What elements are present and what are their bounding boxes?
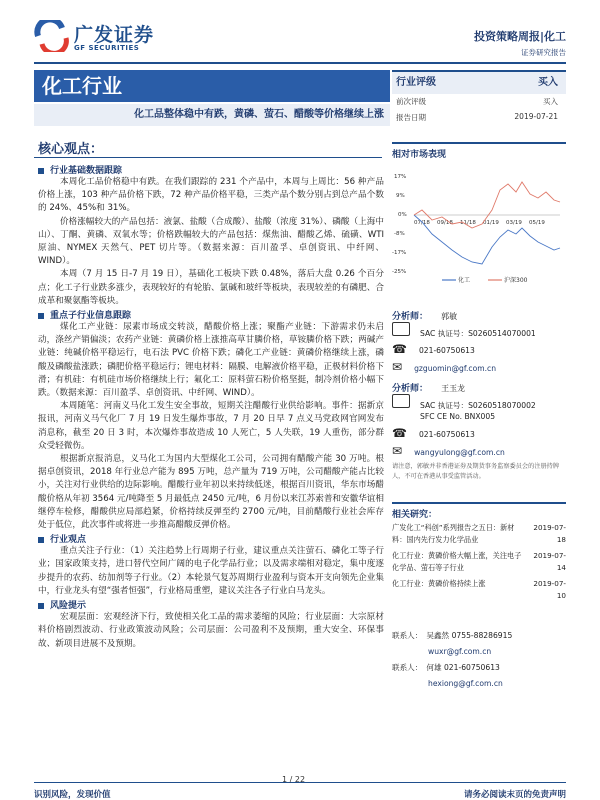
legend-index: 沪深300 — [504, 277, 528, 284]
related-item[interactable]: 化工行业：黄磷价格持续上涨 2019-07-10 — [392, 579, 566, 600]
analyst-name: 郭敏 — [441, 312, 458, 321]
section-heading: 行业基础数据跟踪 — [38, 163, 384, 176]
main-content — [38, 163, 384, 651]
chart-title: 相对市场表现 — [392, 142, 566, 160]
analyst-name: 王玉龙 — [441, 384, 466, 393]
contact-email[interactable]: wuxr@gf.com.cn — [428, 647, 492, 656]
relative-performance-chart — [392, 162, 566, 286]
analyst-note: 请注意，郭敏并非香港证券及期货事务监察委员会的注册持牌人，不可在香港从事受监管活动。 — [392, 463, 560, 480]
rating-label: 行业评级 — [396, 77, 436, 88]
header-divider — [34, 62, 566, 64]
phone-icon: ☎ — [392, 342, 407, 356]
related-item[interactable]: 广发化工“科创”系列报告之五日：新材料：国内先行发力化学品业 2019-07-18 — [392, 523, 566, 544]
y-tick: -8% — [394, 231, 405, 237]
analyst-email[interactable]: gzguomin@gf.com.cn — [414, 364, 497, 373]
legend-chem: 化工 — [458, 277, 471, 284]
para-1: 本周化工品价格稳中有跌。在我们跟踪的 231 个产品中，本周与上周比：56 种产品价格上涨，103 种产品价格下跌，72 种产品价格平稳，三类产品个数分别占到总产品个数的 24%、45%和 31%。 — [38, 177, 384, 214]
logo-cn: 广发证券 — [74, 24, 155, 46]
y-tick: -17% — [392, 250, 407, 256]
analyst-sac: SAC 执证号：S0260518070002 — [420, 401, 536, 410]
prev-rating — [392, 96, 566, 107]
x-tick: 11/18 — [460, 220, 476, 226]
analysts-title: 分析师： 郭敏 — [392, 312, 458, 322]
section-heading: 风险提示 — [38, 598, 384, 611]
id-card-icon — [392, 322, 410, 336]
report-title: 投资策略周报|化工 — [473, 30, 566, 43]
phone-icon: ☎ — [392, 426, 407, 440]
report-type: 证券研究报告 — [521, 48, 566, 57]
date-value: 2019-07-21 — [514, 112, 558, 121]
related-list — [392, 522, 566, 602]
analyst-2 — [392, 394, 566, 460]
para-2: 价格涨幅较大的产品包括：液氯、盐酸（合成酸）、盐酸（浓度 31%）、磷酸（上海中山）、丁酮、黄磷、双氧水等；价格跌幅较大的产品包括：煤焦油、醋酸乙烯、硫磺、WTI 原油、NYMEX 天然气、PET 切片等。（数据来源：百川盈孚、卓创资讯、中纤网、WIND）。 — [38, 216, 384, 267]
report-date — [392, 112, 566, 123]
y-tick: 0% — [398, 212, 407, 218]
contact-name: 吴鑫然 0755-88286915 — [426, 631, 513, 640]
email-icon: ✉ — [392, 444, 403, 458]
analyst-phone: 021-60750613 — [418, 346, 475, 355]
prev-rating-label: 前次评级 — [396, 97, 426, 106]
rating-value: 买入 — [538, 77, 558, 88]
headline — [34, 104, 390, 126]
para-4: 煤化工产业链：尿素市场成交转淡，醋酸价格上涨；聚酯产业链：下游需求仍未启动，涤丝产销偏淡；农药产业链：黄磷价格上涨推高草甘膦价格，草铵膦价格下跌；两碱产业链：纯碱价格平稳运行，电石法 PVC 价格下跌；磷化工产业链：黄磷价格继续上涨，磷酸及磷酸盐涨跌；磷肥价格平稳运行；锂电材料：隔膜、电解液价格平稳，正极材料价格下滑；有机硅：有机硅市场价格继续上行；氟化工：原料萤石粉价格坚挺，制冷剂价格小幅下跌。（数据来源：百川盈孚、卓创资讯、中纤网、WIND）。 — [38, 322, 384, 399]
core-title: 核心观点： — [38, 142, 104, 157]
contact-name: 何雄 021-60750613 — [426, 663, 500, 672]
para-6: 根据新京报消息，义马化工为国内大型煤化工公司，公司拥有醋酸产能 30 万吨。根据卓创资讯，2018 年行业总产能为 895 万吨，总产量为 719 万吨，公司醋酸产能占比较小，关注对行业供给的边际影响。醋酸行业年初以来持续低迷，根据百川资讯，华东市场醋酸价格从年初 3564 元/吨降至 5 月最低点 2450 元/吨，6 月份以来江苏索普和安徽华谊相继停车检修，醋酸供应局部趋紧，价格持续反弹至约 2700 元/吨，目前醋酸行业社会库存处于低位，此次事件或将进一步推高醋酸反弹价格。 — [38, 454, 384, 531]
contact-label: 联系人： — [392, 663, 423, 672]
para-5: 本周随笔：河南义马化工发生安全事故，短期关注醋酸行业供给影响。事件：据新京报讯，河南义马气化厂 7 月 19 日发生爆炸事故，7 月 20 日早 7 点义马党政网官网发布消息称，截至 20 日 3 时，本次爆炸事故造成 10 人死亡，5 人失联，19 人重伤，部分群众受轻微伤。 — [38, 401, 384, 451]
analyst-email[interactable]: wangyulong@gf.com.cn — [414, 448, 505, 457]
logo — [34, 18, 174, 58]
bullet-icon — [38, 313, 44, 319]
gf-logo-icon — [34, 20, 70, 52]
bullet-icon — [38, 168, 44, 174]
logo-en: GF SECURITIES — [74, 44, 140, 52]
prev-rating-value: 买入 — [543, 97, 558, 106]
y-tick: 17% — [394, 174, 407, 180]
email-icon: ✉ — [392, 360, 403, 374]
headline-text: 化工品整体稳中有跌，黄磷、萤石、醋酸等价格继续上涨 — [134, 109, 384, 120]
x-tick: 09/18 — [437, 220, 453, 226]
contact-label: 联系人： — [392, 631, 423, 640]
para-8: 宏观层面：宏观经济下行，致使相关化工品的需求萎缩的风险；行业层面：大宗原材料价格剧烈波动、行业政策波动风险；公司层面：公司盈利不及预期，重大安全、环保事故、新项目进展不及预期。 — [38, 612, 384, 649]
contacts — [392, 628, 566, 692]
page-number: 1 / 22 — [282, 775, 306, 784]
section-heading: 行业观点 — [38, 532, 384, 545]
y-tick: -25% — [392, 269, 407, 275]
rating-bar — [392, 70, 566, 94]
core-underline — [34, 157, 382, 158]
industry-title: 化工行业 — [42, 74, 122, 98]
date-label: 报告日期 — [396, 113, 426, 122]
x-tick: 01/19 — [483, 220, 499, 226]
bullet-icon — [38, 537, 44, 543]
analyst-phone: 021-60750613 — [418, 430, 475, 439]
analysts-title-2: 分析师： 王玉龙 — [392, 384, 466, 394]
analyst-sfc: SFC CE No. BNX005 — [420, 412, 496, 421]
footer-disclaimer: 请务必阅读末页的免责声明 — [463, 790, 566, 800]
industry-banner — [34, 70, 390, 102]
x-tick: 05/19 — [529, 220, 545, 226]
para-3: 本周（7 月 15 日-7 月 19 日），基础化工板块下跌 0.48%，落后大盘 0.26 个百分点；化工子行业跌多涨少，表现较好的有轮胎、氯碱和玻纤等板块，表现较差的有磷肥、合成革和聚氨酯等板块。 — [38, 269, 384, 306]
para-7: 重点关注子行业：（1）关注趋势上行周期子行业，建议重点关注萤石、磷化工等子行业；国家政策支持，进口替代空间广阔的电子化学品行业；以及需求端相对稳定，集中度逐步提升的农药、纺加剂等子行业。（2）本轮景气复苏周期行业盈利与资本开支向领先企业集中，行业龙头有望“强者恒强”，行业格局重塑，建议关注各子行业白马龙头。 — [38, 546, 384, 596]
analyst-1 — [392, 322, 566, 376]
related-item[interactable]: 化工行业：黄磷价格大幅上涨，关注电子化学品、萤石等子行业 2019-07-14 — [392, 551, 566, 572]
footer-slogan: 识别风险，发现价值 — [34, 790, 111, 800]
x-tick: 03/19 — [506, 220, 522, 226]
related-title: 相关研究： — [392, 502, 566, 520]
y-tick: 9% — [396, 193, 405, 199]
section-heading: 重点子行业信息跟踪 — [38, 308, 384, 321]
bullet-icon — [38, 603, 44, 609]
contact-email[interactable]: hexiong@gf.com.cn — [428, 679, 503, 688]
id-card-icon — [392, 394, 410, 408]
analyst-sac: SAC 执证号：S0260514070001 — [420, 329, 536, 338]
x-tick: 07/18 — [414, 220, 430, 226]
